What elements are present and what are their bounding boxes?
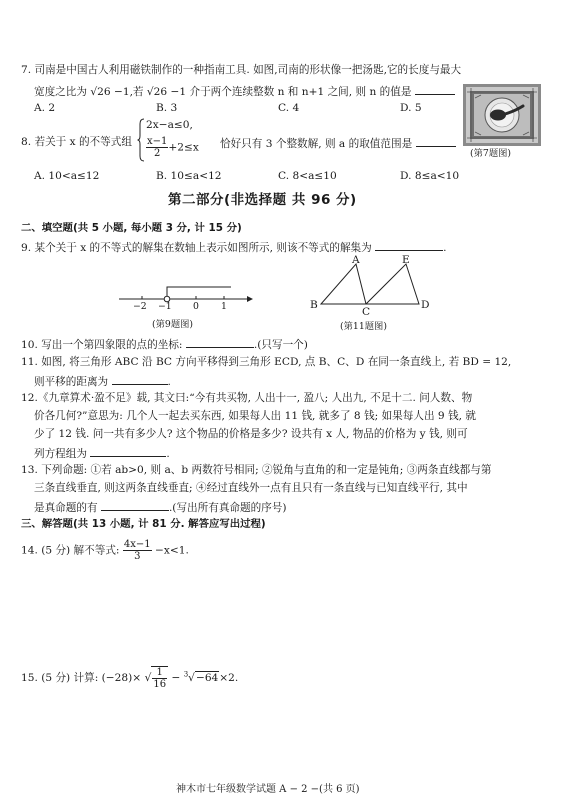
number-line-figure bbox=[115, 278, 255, 314]
fraction-numerator: x−1 bbox=[147, 136, 168, 147]
q13-line1: 13. 下列命题: ①若 ab>0, 则 a、b 两数符号相同; ②锐角与直角的和一定是钝角; ③两条直线都与第 bbox=[21, 464, 492, 476]
q12-line1: 12.《九章算术·盈不足》载, 其文曰:“今有共买物, 人出十一, 盈八; 人出九, 不足十二. 问人数、物 bbox=[21, 392, 473, 404]
q8-prefix: 8. 若关于 x 的不等式组 bbox=[21, 136, 132, 148]
q11-line2 bbox=[34, 373, 171, 389]
part2-title: 第二部分(非选择题 共 96 分) bbox=[168, 192, 357, 208]
q8-ineq2 bbox=[146, 136, 199, 159]
q13-line3-text: 是真命题的有 bbox=[34, 502, 98, 514]
label-d: D bbox=[421, 299, 430, 311]
q9-text-main: 9. 某个关于 x 的不等式的解集在数轴上表示如图所示, 则该不等式的解集为 bbox=[21, 242, 372, 254]
label-c: C bbox=[362, 306, 371, 318]
q13-suffix: .(写出所有真命题的序号) bbox=[168, 502, 287, 514]
solution-ray bbox=[167, 287, 231, 296]
sinan-figure bbox=[463, 84, 541, 146]
q7-option-a: A. 2 bbox=[34, 102, 56, 114]
q14-suffix: −x<1. bbox=[155, 544, 189, 557]
q12-line4-text: 列方程组为 bbox=[34, 448, 87, 460]
q7-figure-caption: (第7题图) bbox=[470, 148, 512, 159]
tick-label-0: 0 bbox=[193, 301, 199, 312]
q7-text-a: 宽度之比为 bbox=[34, 86, 87, 98]
q8-answer-blank[interactable] bbox=[416, 135, 456, 147]
q11-answer-blank[interactable] bbox=[112, 373, 168, 385]
page-footer: 神木市七年级数学试题 A − 2 −(共 6 页) bbox=[176, 784, 360, 795]
q7-text-c: 介于两个连续整数 n 和 n+1 之间, 则 n 的值是 bbox=[189, 86, 412, 98]
tick-label-neg1: −1 bbox=[158, 301, 172, 312]
q9-period: . bbox=[443, 242, 447, 254]
q12-line2: 价各几何?”意思为: 几个人一起去买东西, 如果每人出 11 钱, 就多了 8 钱; 如果每人出 9 钱, 就 bbox=[34, 410, 476, 422]
q7-expr2: √26 −1 bbox=[146, 86, 187, 98]
section-answer: 三、解答题(共 13 小题, 计 81 分. 解答应写出过程) bbox=[21, 518, 266, 530]
q8-option-a: A. 10<a≤12 bbox=[34, 170, 100, 182]
q13-line3 bbox=[34, 499, 287, 515]
q11-period: . bbox=[167, 376, 171, 388]
q7-option-b: B. 3 bbox=[156, 102, 178, 114]
fraction-numerator: 1 bbox=[152, 667, 167, 679]
q13-answer-blank[interactable] bbox=[101, 499, 169, 511]
left-brace-icon bbox=[137, 118, 145, 162]
q12-answer-blank[interactable] bbox=[90, 445, 166, 457]
q7-line1: 7. 司南是中国古人利用磁铁制作的一种指南工具. 如图,司南的形状像一把汤匙,它的长度与最大 bbox=[21, 64, 462, 76]
q15 bbox=[21, 666, 238, 690]
q9-answer-blank[interactable] bbox=[375, 239, 443, 251]
fraction-denominator: 16 bbox=[153, 679, 167, 690]
q8-ineq2-fraction bbox=[146, 136, 168, 159]
q7-line2 bbox=[34, 83, 455, 99]
q10-text-main: 10. 写出一个第四象限的点的坐标: bbox=[21, 339, 183, 351]
q7-option-d: D. 5 bbox=[400, 102, 422, 114]
label-e: E bbox=[402, 254, 410, 266]
q15-cube-radicand: −64 bbox=[195, 672, 219, 684]
fraction-numerator: 4x−1 bbox=[123, 539, 151, 550]
sqrt-icon: √ bbox=[144, 672, 152, 684]
label-b: B bbox=[310, 299, 318, 311]
q8-option-b: B. 10≤a<12 bbox=[156, 170, 222, 182]
q15-prefix: 15. (5 分) 计算: (−28)× bbox=[21, 672, 142, 684]
q13-line2: 三条直线垂直, 则这两条直线垂直; ④经过直线外一点有且只有一条直线与已知直线平行, 其中 bbox=[34, 482, 468, 494]
q7-text-b: ,若 bbox=[129, 86, 144, 98]
q8-ineq1: 2x−a≤0, bbox=[146, 119, 193, 131]
label-a: A bbox=[352, 254, 360, 266]
q9-figure-caption: (第9题图) bbox=[152, 319, 194, 330]
q12-line4 bbox=[34, 445, 170, 461]
tick-label-1: 1 bbox=[221, 301, 227, 312]
q8-suffix-text: 恰好只有 3 个整数解, 则 a 的取值范围是 bbox=[220, 138, 413, 150]
q8-suffix bbox=[220, 135, 456, 151]
section-fill-in: 二、填空题(共 5 小题, 每小题 3 分, 计 15 分) bbox=[21, 222, 242, 234]
q10-suffix: .(只写一个) bbox=[253, 339, 308, 351]
cube-root-icon: √ bbox=[188, 672, 195, 684]
cube-root-index: 3 bbox=[183, 670, 189, 679]
q11-figure-caption: (第11题图) bbox=[340, 321, 387, 332]
q10-text bbox=[21, 336, 308, 352]
q8-option-c: C. 8<a≤10 bbox=[278, 170, 337, 182]
q7-option-c: C. 4 bbox=[278, 102, 300, 114]
q10-answer-blank[interactable] bbox=[186, 336, 254, 348]
q14-prefix: 14. (5 分) 解不等式: bbox=[21, 544, 120, 557]
q12-line3: 少了 12 钱. 问一共有多少人? 这个物品的价格是多少? 设共有 x 人, 物品的价格为 y 钱, 则可 bbox=[34, 428, 468, 440]
q15-minus: − bbox=[171, 672, 181, 684]
q8-ineq2-rest: +2≤x bbox=[168, 141, 199, 154]
q15-sqrt-fraction bbox=[151, 666, 168, 690]
triangle-ecd bbox=[366, 264, 419, 304]
tick-label-neg2: −2 bbox=[133, 301, 147, 312]
q7-expr1: √26 −1 bbox=[90, 86, 130, 98]
q15-suffix: ×2. bbox=[219, 672, 239, 684]
q14 bbox=[21, 539, 189, 562]
q8-option-d: D. 8≤a<10 bbox=[400, 170, 460, 182]
q11-line1: 11. 如图, 将三角形 ABC 沿 BC 方向平移得到三角形 ECD, 点 B、C、D 在同一条直线上, 若 BD = 12, bbox=[21, 356, 512, 368]
q7-answer-blank[interactable] bbox=[415, 83, 455, 95]
sinan-image bbox=[463, 84, 541, 146]
fraction-denominator: 2 bbox=[154, 148, 161, 159]
fraction-denominator: 3 bbox=[134, 551, 141, 562]
triangle-abc bbox=[321, 264, 366, 304]
q11-line2-text: 则平移的距离为 bbox=[34, 376, 109, 388]
arrow-right-icon bbox=[247, 296, 253, 302]
q14-fraction bbox=[123, 539, 152, 562]
triangle-translation-figure bbox=[305, 253, 435, 318]
q12-period: . bbox=[166, 448, 170, 460]
